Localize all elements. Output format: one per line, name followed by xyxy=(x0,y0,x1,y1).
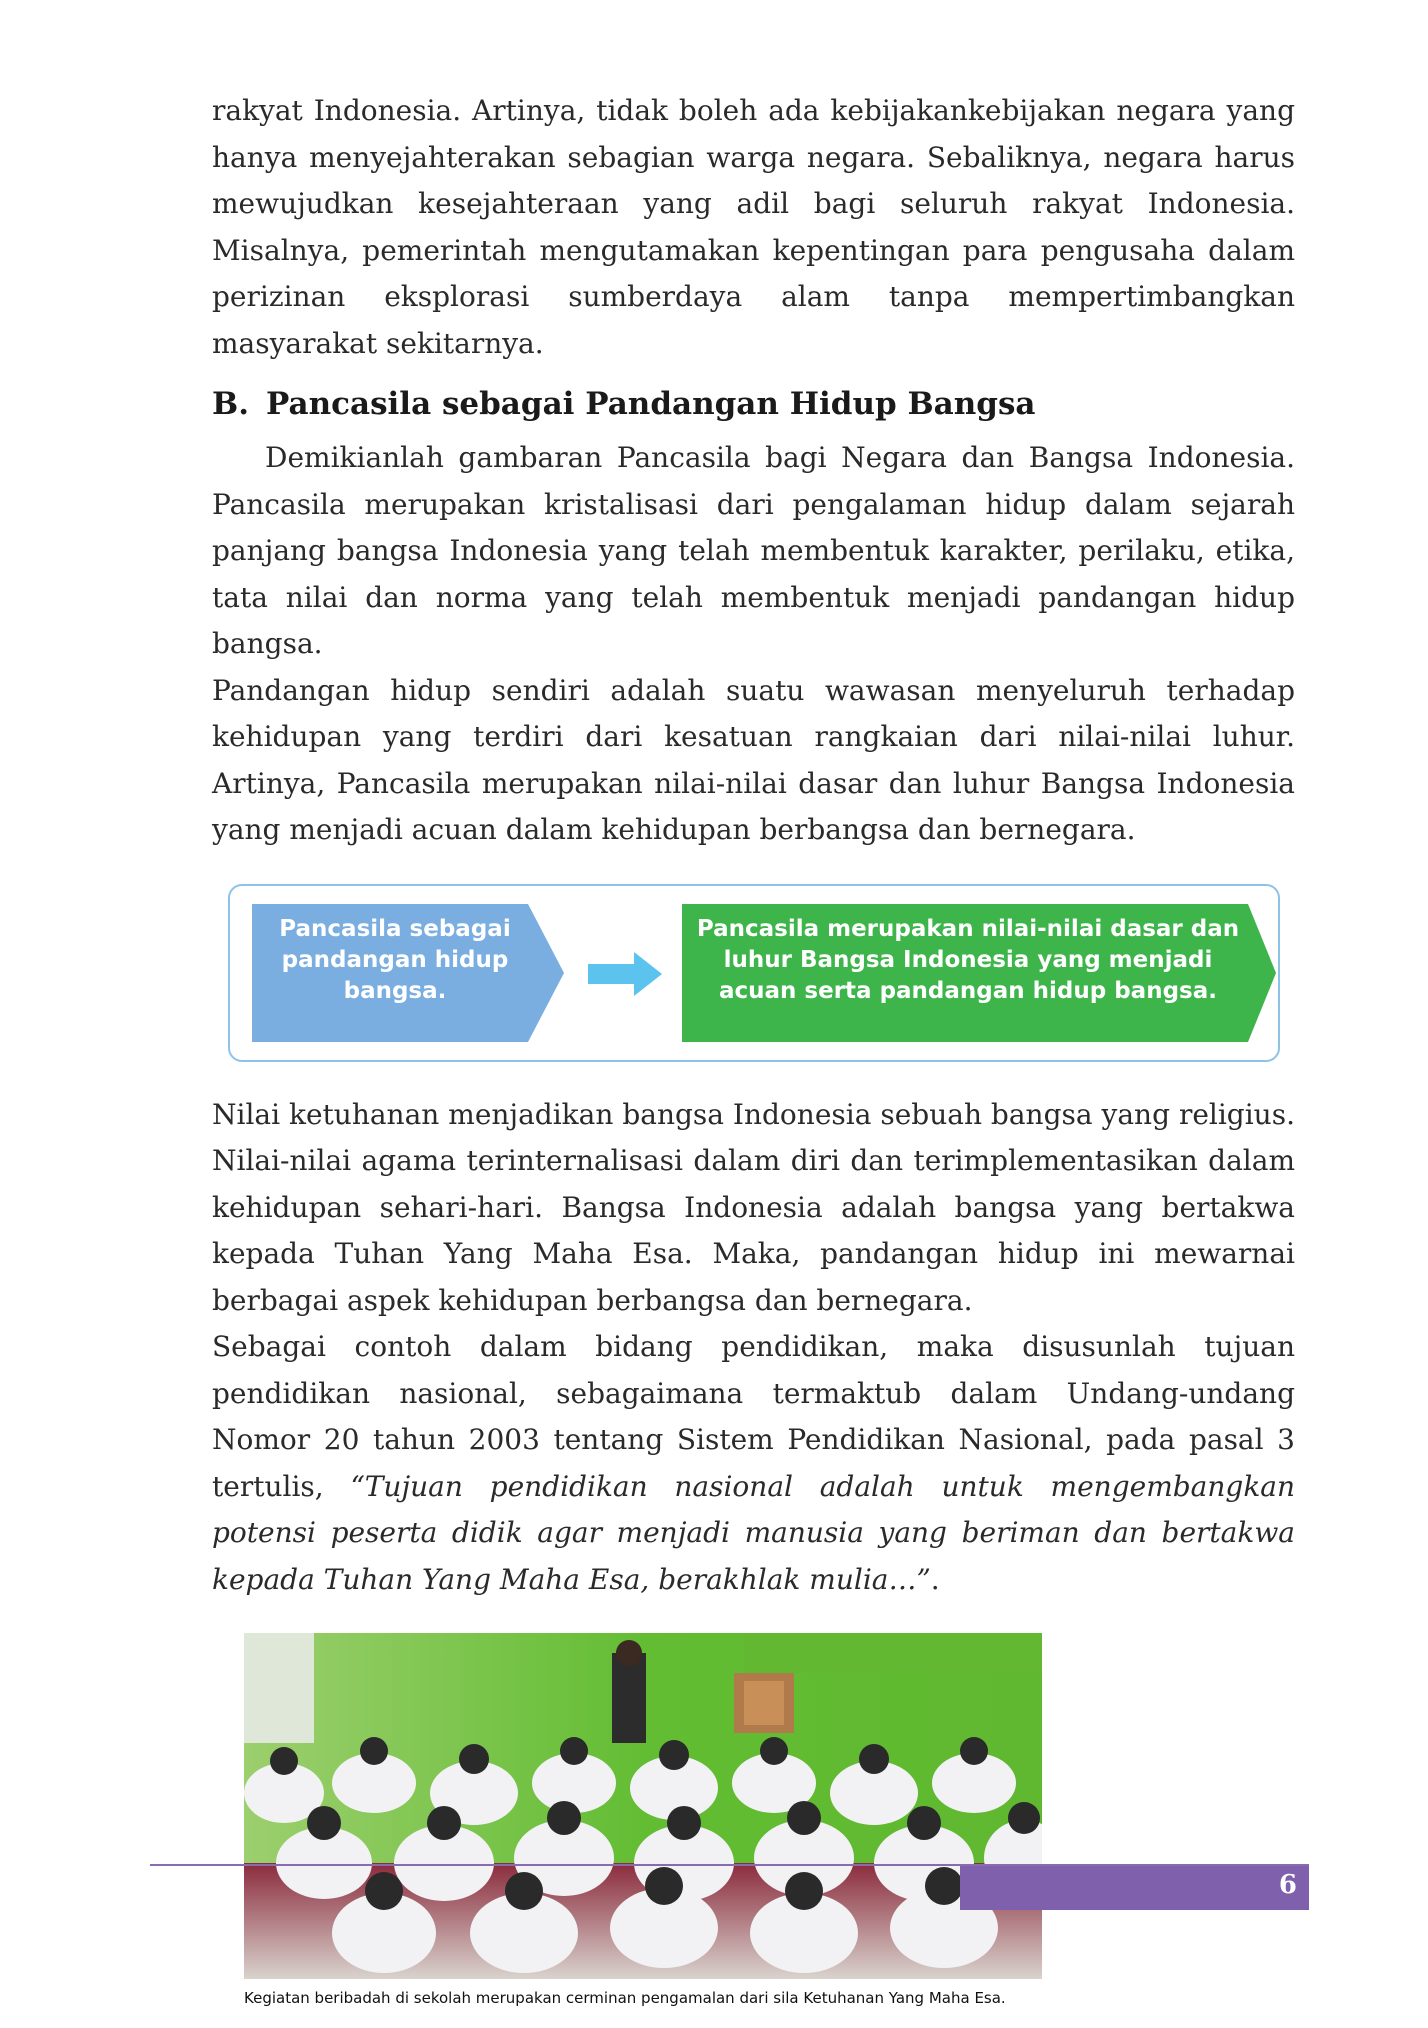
page-number-box xyxy=(960,1866,1309,1910)
paragraph-5 xyxy=(212,1324,1295,1603)
page-content xyxy=(212,88,1295,2009)
law-quote: “Tujuan pendidikan nasional adalah untuk mengembangkan potensi peserta didik agar menjadi manusia yang beriman dan bertakwa kepada Tuhan Yang Maha Esa, berakhlak mulia…” xyxy=(212,1469,1296,1596)
figure-caption: Kegiatan beribadah di sekolah merupakan cerminan pengamalan dari sila Ketuhanan Yang Maha Esa. xyxy=(244,1989,1006,2007)
diagram-left-label: Pancasila sebagai pandangan hidup bangsa. xyxy=(279,915,511,1004)
section-heading xyxy=(212,381,1295,427)
section-title: Pancasila sebagai Pandangan Hidup Bangsa xyxy=(266,386,1036,422)
concept-diagram xyxy=(228,884,1280,1062)
photo-illustration xyxy=(244,1633,1042,1979)
paragraph-2: Demikianlah gambaran Pancasila bagi Negara dan Bangsa Indonesia. Pancasila merupakan kristalisasi dari pengalaman hidup dalam sejarah panjang bangsa Indonesia yang telah membentuk karakter, perilaku, etika, tata nilai dan norma yang telah membentuk menjadi pandangan hidup bangsa. xyxy=(212,441,1295,660)
paragraph-5-end: . xyxy=(930,1562,940,1596)
prayer-activity-photo xyxy=(244,1633,1042,1979)
paragraph-4: Nilai ketuhanan menjadikan bangsa Indonesia sebuah bangsa yang religius. Nilai-nilai agama terinternalisasi dalam diri dan terimplementasikan dalam kehidupan sehari-hari. Bangsa Indonesia adalah bangsa yang bertakwa kepada Tuhan Yang Maha Esa. Maka, pandangan hidup ini mewarnai berbagai aspek kehidupan berbangsa dan bernegara. xyxy=(212,1097,1295,1317)
arrow-right-icon xyxy=(588,952,662,996)
page-number: 6 xyxy=(1278,1870,1297,1900)
paragraph-3: Pandangan hidup sendiri adalah suatu wawasan menyeluruh terhadap kehidupan yang terdiri dari kesatuan rangkaian dari nilai-nilai luhur. Artinya, Pancasila merupakan nilai-nilai dasar dan luhur Bangsa Indonesia yang menjadi acuan dalam kehidupan berbangsa dan bernegara. xyxy=(212,673,1295,846)
paragraph-1: rakyat Indonesia. Artinya, tidak boleh ada kebijakankebijakan negara yang hanya menyejahterakan sebagian warga negara. Sebaliknya, negara harus mewujudkan kesejahteraan yang adil bagi seluruh rakyat Indonesia. Misalnya, pemerintah mengutamakan kepentingan para pengusaha dalam perizinan eksplorasi sumberdaya alam tanpa mempertimbangkan masyarakat sekitarnya. xyxy=(212,94,1295,360)
paragraph-5-text: Sebagai contoh dalam bidang pendidikan, maka disusunlah tujuan pendidikan nasional, sebagaimana termaktub dalam Undang-undang Nomor 20 tahun 2003 tentang Sistem Pendidikan Nasional, pada pasal 3 tertulis, xyxy=(212,1330,1295,1503)
section-number: B. xyxy=(212,386,249,422)
diagram-right-label: Pancasila merupakan nilai-nilai dasar dan luhur Bangsa Indonesia yang menjadi acuan serta pandangan hidup bangsa. xyxy=(696,915,1240,1004)
